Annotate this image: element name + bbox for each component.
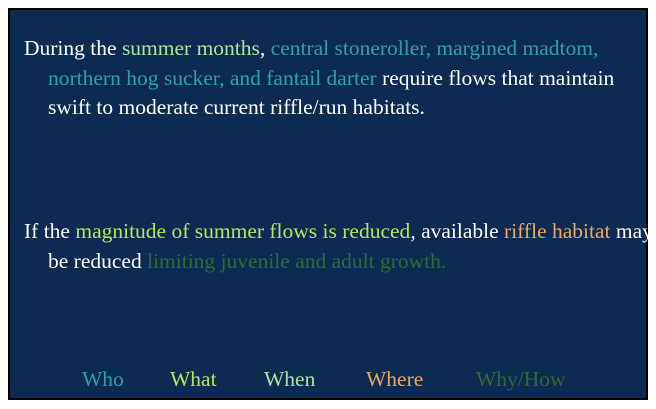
p2-why-phrase: limiting juvenile and adult growth.	[147, 248, 447, 273]
p1-text-2: ,	[259, 36, 271, 60]
legend-what: What	[170, 367, 217, 391]
paragraph-reduced-flows	[24, 217, 656, 276]
p1-who-phrase: central stoneroller, margined madtom, northern hog sucker, and fantail darter	[48, 36, 599, 90]
legend-where: Where	[366, 367, 424, 391]
p1-when-phrase: summer months	[121, 36, 260, 60]
p2-text-1: If the	[24, 219, 76, 243]
p2-text-2: , available	[410, 219, 505, 243]
p1-text-1: During the	[24, 36, 122, 60]
p2-what-phrase: magnitude of summer flows is reduced	[75, 219, 411, 243]
p2-where-phrase: riffle habitat	[504, 219, 611, 243]
p1-text-3: require flows that maintain swift to moderate current riffle/run habitats.	[48, 65, 615, 119]
legend-why: Why/How	[476, 367, 566, 391]
paragraph-summer-flows	[24, 34, 656, 123]
slide-frame	[8, 8, 653, 400]
p2-text-3: may be reduced	[48, 219, 653, 273]
legend-when: When	[264, 367, 316, 391]
legend-who: Who	[82, 367, 124, 391]
